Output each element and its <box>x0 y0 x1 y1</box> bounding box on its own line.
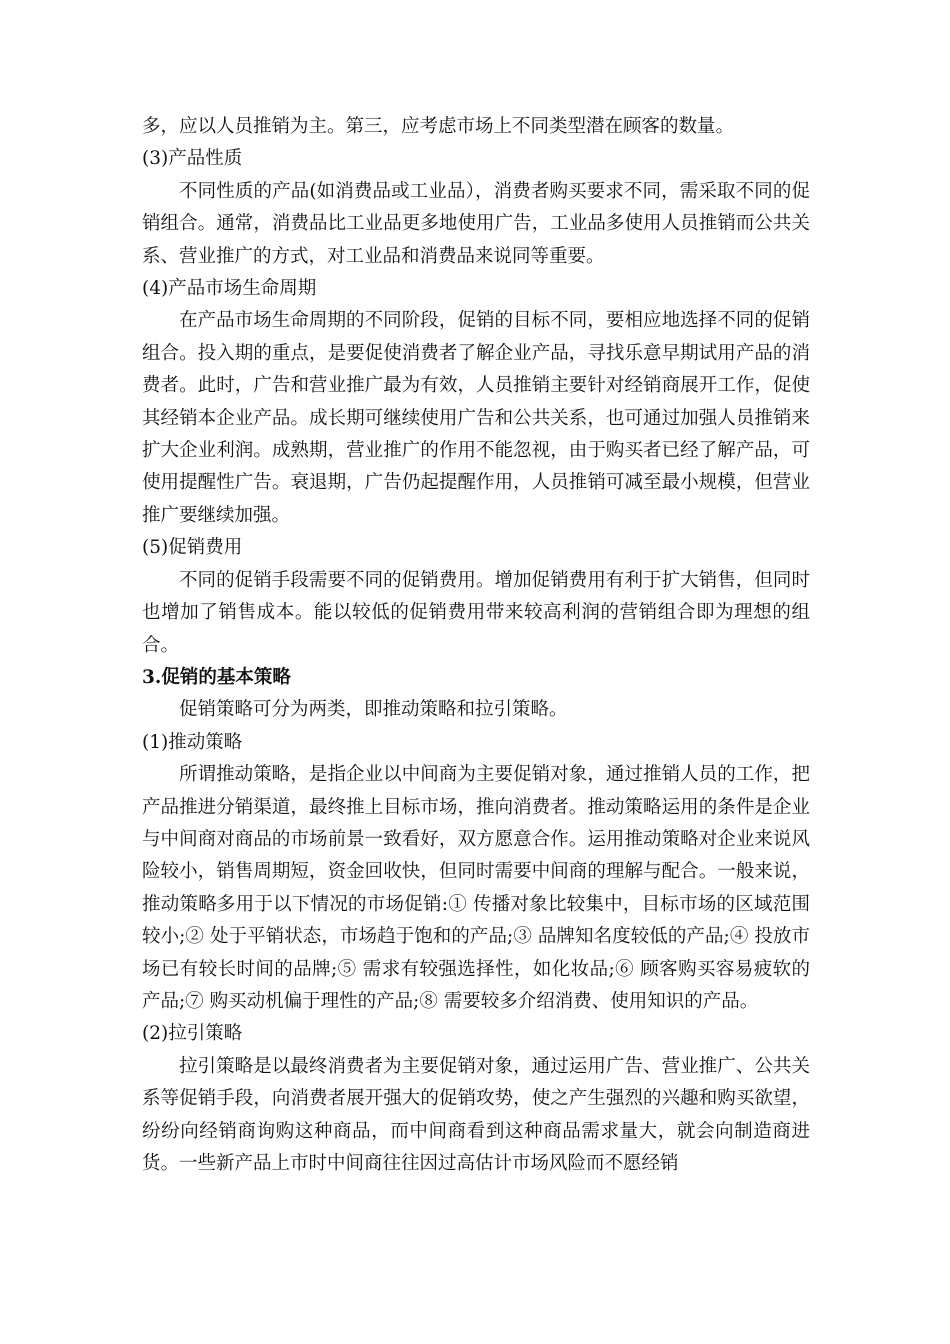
section-heading-basic-strategy: 3.促销的基本策略 <box>142 666 291 688</box>
subheading-product-lifecycle: (4)产品市场生命周期 <box>142 278 317 300</box>
paragraph-product-nature: 不同性质的产品(如消费品或工业品），消费者购买要求不同，需采取不同的促销组合。通常，消费品比工业品更多地使用广告，工业品多使用人员推销而公共关系、营业推广的方式，对工业品和消费品来说同等重要。 <box>142 180 810 267</box>
paragraph-product-lifecycle: 在产品市场生命周期的不同阶段，促销的目标不同，要相应地选择不同的促销组合。投入期的重点，是要促使消费者了解企业产品，寻找乐意早期试用产品的消费者。此时，广告和营业推广最为有效，人员推销主要针对经销商展开工作，促使其经销本企业产品。成长期可继续使用广告和公共关系，也可通过加强人员推销来扩大企业利润。成熟期，营业推广的作用不能忽视，由于购买者已经了解产品，可使用提醒性广告。衰退期，广告仍起提醒作用，人员推销可减至最小规模，但营业推广要继续加强。 <box>142 310 810 526</box>
document-body <box>142 111 810 1180</box>
paragraph-promotion-cost: 不同的促销手段需要不同的促销费用。增加促销费用有利于扩大销售，但同时也增加了销售成本。能以较低的促销费用带来较高利润的营销组合即为理想的组合。 <box>142 569 810 656</box>
paragraph-strategy-intro: 促销策略可分为两类，即推动策略和拉引策略。 <box>179 699 568 721</box>
subheading-push-strategy: (1)推动策略 <box>142 731 243 753</box>
paragraph-pull-strategy: 拉引策略是以最终消费者为主要促销对象，通过运用广告、营业推广、公共关系等促销手段，向消费者展开强大的促销攻势，使之产生强烈的兴趣和购买欲望，纷纷向经销商询购这种商品，而中间商看到这种商品需求量大，就会向制造商进货。一些新产品上市时中间商往往因过高估计市场风险而不愿经销 <box>142 1055 810 1174</box>
subheading-promotion-cost: (5)促销费用 <box>142 537 243 559</box>
paragraph-continuation: 多，应以人员推销为主。第三，应考虑市场上不同类型潜在顾客的数量。 <box>142 116 735 137</box>
paragraph-push-strategy: 所谓推动策略，是指企业以中间商为主要促销对象，通过推销人员的工作，把产品推进分销渠道，最终推上目标市场，推向消费者。推动策略运用的条件是企业与中间商对商品的市场前景一致看好，双方愿意合作。运用推动策略对企业来说风险较小，销售周期短，资金回收快，但同时需要中间商的理解与配合。一般来说，推动策略多用于以下情况的市场促销:① 传播对象比较集中，目标市场的区域范围较小;② 处于平销状态，市场趋于饱和的产品;③ 品牌知名度较低的产品;④ 投放市场已有较长时间的品牌;⑤ 需求有较强选择性，如化妆品;⑥ 顾客购买容易疲软的产品;⑦ 购买动机偏于理性的产品;⑧ 需要较多介绍消费、使用知识的产品。 <box>142 764 810 1012</box>
subheading-pull-strategy: (2)拉引策略 <box>142 1023 243 1045</box>
subheading-product-nature: (3)产品性质 <box>142 148 243 170</box>
